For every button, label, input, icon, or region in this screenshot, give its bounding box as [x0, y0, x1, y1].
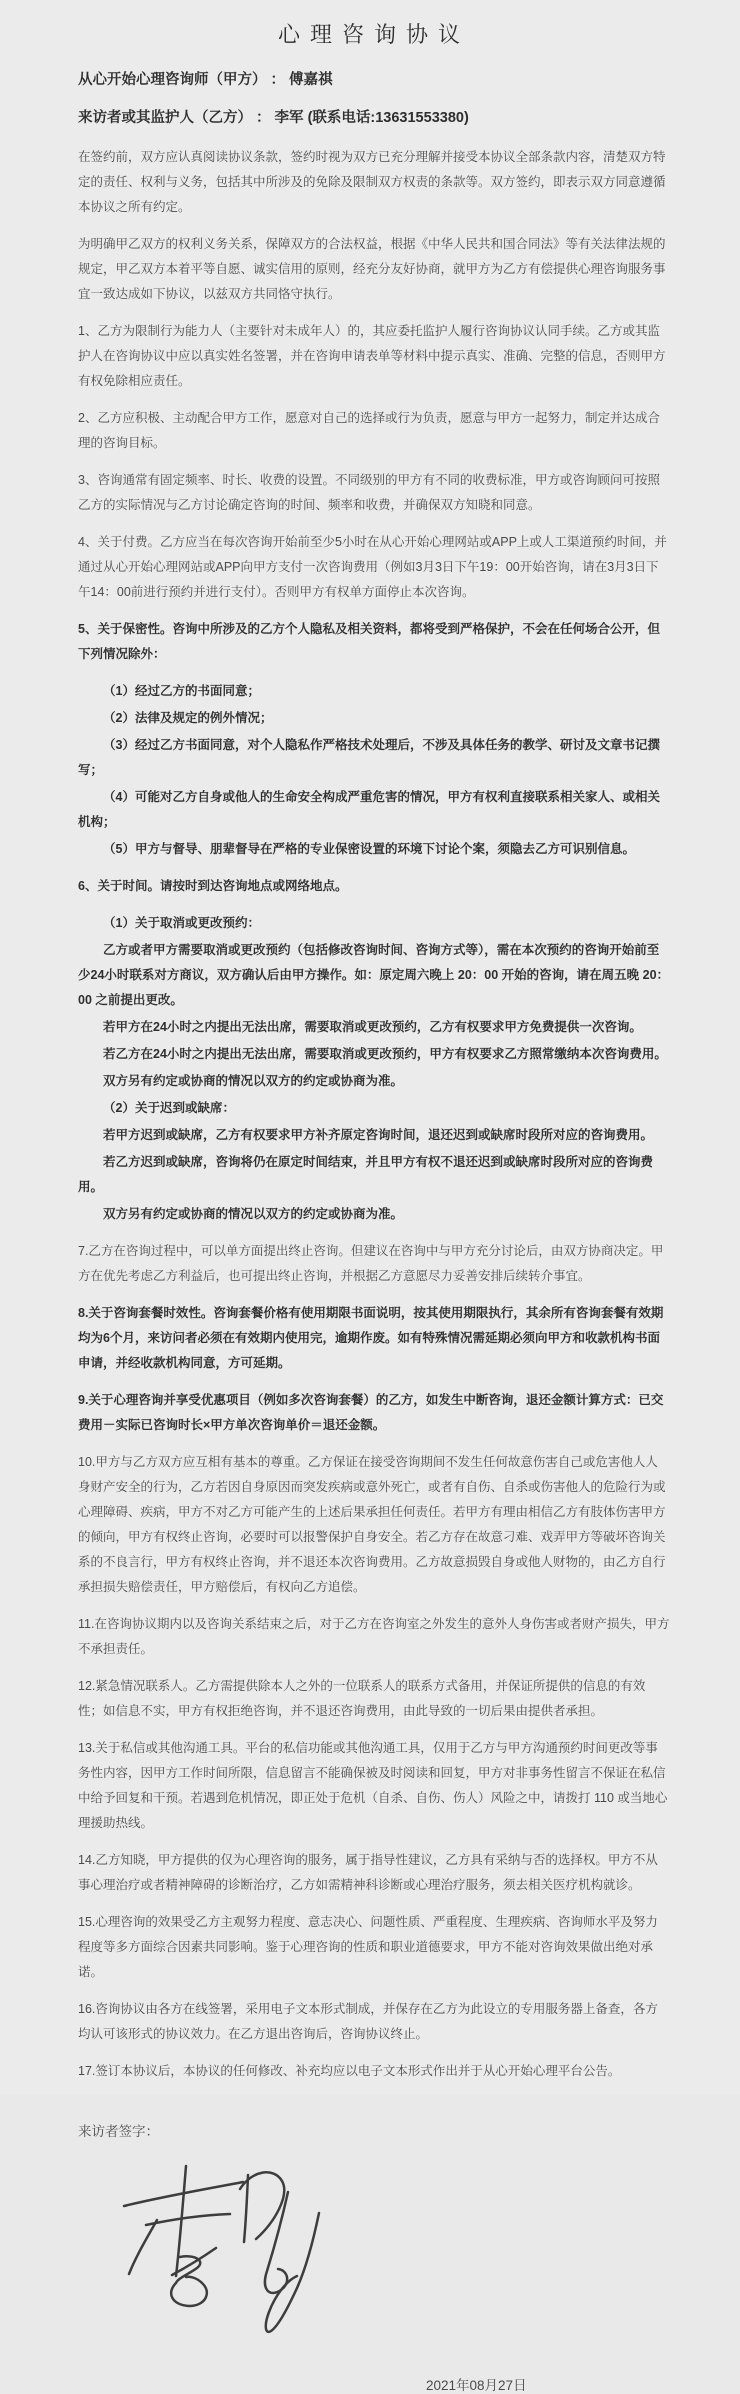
agreement-paragraph: 9.关于心理咨询并享受优惠项目（例如多次咨询套餐）的乙方，如发生中断咨询，退还金额计算方式：已交费用－实际已咨询时长×甲方单次咨询单价＝退还金额。	[78, 1393, 664, 1432]
agreement-paragraph: 12.紧急情况联系人。乙方需提供除本人之外的一位联系人的联系方式备用，并保证所提供的信息的有效性；如信息不实，甲方有权拒绝咨询，并不退还咨询费用，由此导致的一切后果由提供者承担。	[78, 1679, 646, 1718]
agreement-paragraph: （3）经过乙方书面同意，对个人隐私作严格技术处理后，不涉及具体任务的教学、研讨及文章书记撰写；	[78, 738, 660, 777]
document-date: 2021年08月27日	[426, 2378, 527, 2393]
page-title: 心理咨询协议	[277, 22, 470, 47]
agreement-paragraph: 双方另有约定或协商的情况以双方的约定或协商为准。	[103, 1074, 404, 1088]
agreement-paragraph: 若甲方在24小时之内提出无法出席，需要取消或更改预约，乙方有权要求甲方免费提供一次咨询。	[103, 1020, 642, 1034]
agreement-paragraph: 若乙方在24小时之内提出无法出席，需要取消或更改预约，甲方有权要求乙方照常缴纳本次咨询费用。	[103, 1047, 667, 1061]
agreement-paragraph: 15.心理咨询的效果受乙方主观努力程度、意志决心、问题性质、严重程度、生理疾病、咨询师水平及努力程度等多方面综合因素共同影响。鉴于心理咨询的性质和职业道德要求，甲方不能对咨询效果做出绝对承诺。	[78, 1915, 658, 1979]
agreement-paragraph: 17.签订本协议后，本协议的任何修改、补充均应以电子文本形式作出并于从心开始心理平台公告。	[78, 2064, 621, 2078]
party-b-line: 来访者或其监护人（乙方） ： 李军 (联系电话:13631553380)	[78, 110, 469, 126]
agreement-paragraph: 若乙方迟到或缺席，咨询将仍在原定时间结束，并且甲方有权不退还迟到或缺席时段所对应的咨询费用。	[78, 1155, 654, 1194]
agreement-paragraph: 10.甲方与乙方双方应互相有基本的尊重。乙方保证在接受咨询期间不发生任何故意伤害自己或危害他人人身财产安全的行为，乙方若因自身原因而突发疾病或意外死亡，或者有自伤、自杀或伤害他人的危险行为或心理障碍、疾病，甲方不对乙方可能产生的上述后果承担任何责任。若甲方有理由相信乙方有肢体伤害甲方的倾向，甲方有权终止咨询，必要时可以报警保护自身安全。若乙方存在故意刁难、戏弄甲方等破坏咨询关系的不良言行，甲方有权终止咨询，并不退还本次咨询费用。乙方故意损毁自身或他人财物的，由乙方自行承担损失赔偿责任，甲方赔偿后，有权向乙方追偿。	[78, 1455, 666, 1594]
agreement-paragraph: （2）法律及规定的例外情况；	[103, 711, 273, 725]
agreement-paragraph: （1）关于取消或更改预约：	[103, 916, 260, 930]
agreement-paragraph: （1）经过乙方的书面同意；	[103, 684, 260, 698]
agreement-paragraph: 4、关于付费。乙方应当在每次咨询开始前至少5小时在从心开始心理网站或APP上或人工渠道预约时间，并通过从心开始心理网站或APP向甲方支付一次咨询费用（例如3月3日下午19：00开始咨询，请在3月3日下午14：00前进行预约并进行支付）。否则甲方有权单方面停止本次咨询。	[78, 535, 667, 599]
agreement-paragraph: （4）可能对乙方自身或他人的生命安全构成严重危害的情况，甲方有权利直接联系相关家人、或相关机构；	[78, 790, 660, 829]
agreement-paragraph: （5）甲方与督导、朋辈督导在严格的专业保密设置的环境下讨论个案，须隐去乙方可识别信息。	[103, 842, 635, 856]
agreement-paragraph: 7.乙方在咨询过程中，可以单方面提出终止咨询。但建议在咨询中与甲方充分讨论后，由双方协商决定。甲方在优先考虑乙方利益后，也可提出终止咨询，并根据乙方意愿尽力妥善安排后续转介事宜。	[78, 1244, 664, 1283]
visitor-signature-label: 来访者签字：	[78, 2124, 159, 2139]
agreement-paragraph: 在签约前，双方应认真阅读协议条款，签约时视为双方已充分理解并接受本协议全部条款内容，清楚双方特定的责任、权利与义务，包括其中所涉及的免除及限制双方权责的条款等。双方签约，即表示双方同意遵循本协议之所有约定。	[78, 150, 666, 214]
handwritten-signature	[70, 2144, 670, 2344]
paragraphs-container	[78, 145, 670, 2084]
agreement-paragraph: 11.在咨询协议期内以及咨询关系结束之后，对于乙方在咨询室之外发生的意外人身伤害或者财产损失，甲方不承担责任。	[78, 1617, 670, 1656]
agreement-paragraph: 双方另有约定或协商的情况以双方的约定或协商为准。	[103, 1207, 404, 1221]
agreement-paragraph: 6、关于时间。请按时到达咨询地点或网络地点。	[78, 879, 348, 893]
agreement-paragraph: 乙方或者甲方需要取消或更改预约（包括修改咨询时间、咨询方式等），需在本次预约的咨询开始前至少24小时联系对方商议，双方确认后由甲方操作。如：原定周六晚上 20：00 开始的咨询，请在周五晚 20：00 之前提出更改。	[78, 943, 670, 1007]
agreement-paragraph: （2）关于迟到或缺席：	[103, 1101, 235, 1115]
agreement-paragraph: 5、关于保密性。咨询中所涉及的乙方个人隐私及相关资料，都将受到严格保护，不会在任何场合公开，但下列情况除外：	[78, 622, 660, 661]
agreement-paragraph: 8.关于咨询套餐时效性。咨询套餐价格有使用期限书面说明，按其使用期限执行，其余所有咨询套餐有效期均为6个月，来访问者必须在有效期内使用完，逾期作废。如有特殊情况需延期必须向甲方和收款机构书面申请，并经收款机构同意，方可延期。	[78, 1306, 664, 1370]
party-a-line: 从心开始心理咨询师（甲方） ： 傅嘉祺	[78, 72, 333, 88]
agreement-paragraph: 1、乙方为限制行为能力人（主要针对未成年人）的，其应委托监护人履行咨询协议认同手续。乙方或其监护人在咨询协议中应以真实姓名签署，并在咨询申请表单等材料中提示真实、准确、完整的信息，否则甲方有权免除相应责任。	[78, 324, 666, 388]
signature-ink-strokes	[70, 2144, 350, 2344]
agreement-paragraph: 3、咨询通常有固定频率、时长、收费的设置。不同级别的甲方有不同的收费标准，甲方或咨询顾问可按照乙方的实际情况与乙方讨论确定咨询的时间、频率和收费，并确保双方知晓和同意。	[78, 473, 660, 512]
agreement-paragraph: 为明确甲乙双方的权利义务关系，保障双方的合法权益，根据《中华人民共和国合同法》等有关法律法规的规定，甲乙双方本着平等自愿、诚实信用的原则，经充分友好协商，就甲方为乙方有偿提供心理咨询服务事宜一致达成如下协议，以兹双方共同恪守执行。	[78, 237, 666, 301]
agreement-paragraph: 若甲方迟到或缺席，乙方有权要求甲方补齐原定咨询时间，退还迟到或缺席时段所对应的咨询费用。	[103, 1128, 654, 1142]
agreement-paragraph: 2、乙方应积极、主动配合甲方工作，愿意对自己的选择或行为负责，愿意与甲方一起努力，制定并达成合理的咨询目标。	[78, 411, 660, 450]
agreement-paragraph: 14.乙方知晓，甲方提供的仅为心理咨询的服务，属于指导性建议，乙方具有采纳与否的选择权。甲方不从事心理治疗或者精神障碍的诊断治疗，乙方如需精神科诊断或心理治疗服务，须去相关医疗机构就诊。	[78, 1853, 658, 1892]
agreement-paragraph: 13.关于私信或其他沟通工具。平台的私信功能或其他沟通工具，仅用于乙方与甲方沟通预约时间更改等事务性内容，因甲方工作时间所限，信息留言不能确保被及时阅读和回复，甲方对非事务性留言不保证在私信中给予回复和干预。若遇到危机情况，即正处于危机（自杀、自伤、伤人）风险之中，请拨打 110 或当地心理援助热线。	[78, 1741, 668, 1830]
agreement-paragraph: 16.咨询协议由各方在线签署，采用电子文本形式制成，并保存在乙方为此设立的专用服务器上备查，各方均认可该形式的协议效力。在乙方退出咨询后，咨询协议终止。	[78, 2002, 658, 2041]
